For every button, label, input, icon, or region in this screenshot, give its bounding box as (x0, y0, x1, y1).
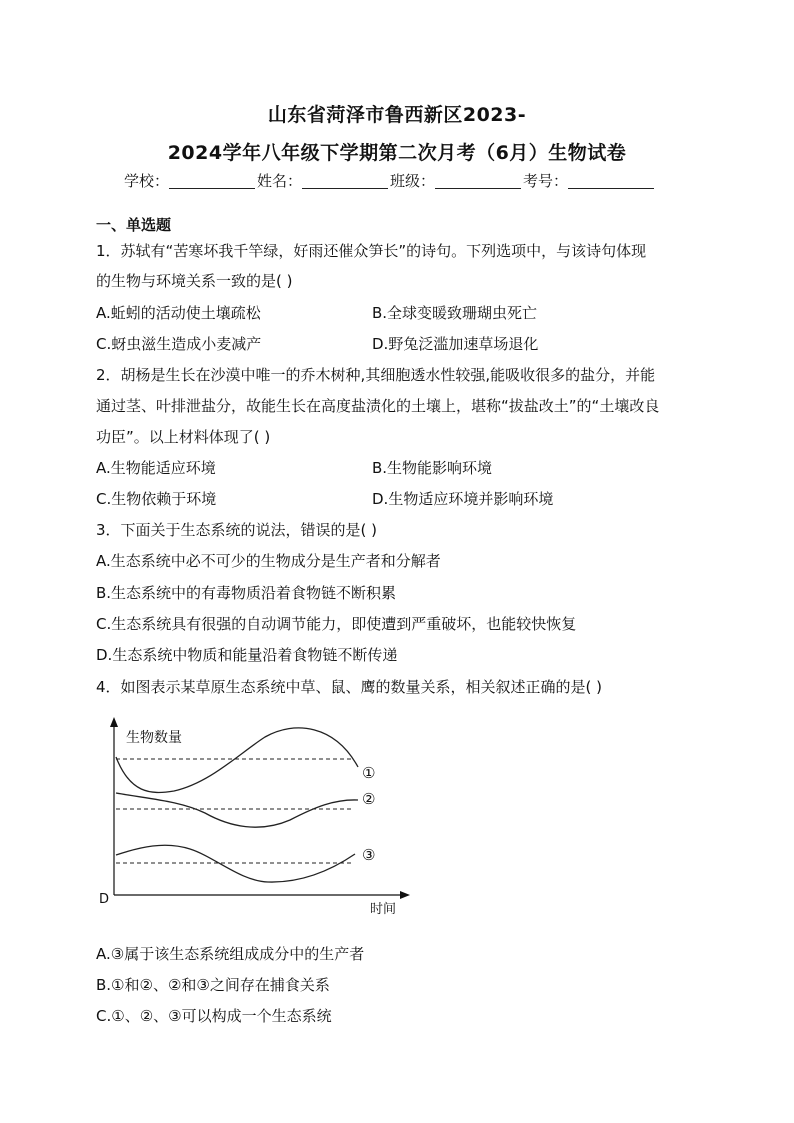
q2-option-b[interactable]: B.生物能影响环境 (372, 459, 493, 477)
student-info-row (124, 170, 656, 191)
curve-1-label: ① (362, 764, 376, 782)
q2-stem-line1: 2．胡杨是生长在沙漠中唯一的乔木树种,其细胞透水性较强,能吸收很多的盐分，并能 (96, 366, 656, 384)
q1-stem-line1: 1．苏轼有“苦寒坏我千竿绿，好雨还催众笋长”的诗句。下列选项中，与该诗句体现 (96, 242, 647, 260)
q3-stem: 3．下面关于生态系统的说法，错误的是( ) (96, 521, 378, 539)
q2-option-a[interactable]: A.生物能适应环境 (96, 459, 216, 477)
origin-label: D (99, 892, 110, 907)
q1-option-a[interactable]: A.蚯蚓的活动使土壤疏松 (96, 304, 261, 322)
q4-option-b[interactable]: B.①和②、②和③之间存在捕食关系 (96, 976, 330, 994)
q3-option-c[interactable]: C.生态系统具有很强的自动调节能力，即使遭到严重破坏，也能较快恢复 (96, 615, 577, 633)
population-figure (90, 715, 420, 925)
q2-stem-line3: 功臣”。以上材料体现了( ) (96, 428, 271, 446)
curve-3-label: ③ (362, 846, 376, 864)
q4-option-a[interactable]: A.③属于该生态系统组成成分中的生产者 (96, 945, 365, 963)
y-axis-label: 生物数量 (126, 730, 182, 746)
q2-option-d[interactable]: D.生物适应环境并影响环境 (372, 490, 554, 508)
q3-option-a[interactable]: A.生态系统中必不可少的生物成分是生产者和分解者 (96, 552, 441, 570)
exam-no-label: 考号： (523, 172, 569, 190)
name-blank[interactable] (302, 174, 388, 189)
curve-3 (116, 845, 355, 882)
q1-stem-line2: 的生物与环境关系一致的是( ) (96, 272, 293, 290)
q1-option-b[interactable]: B.全球变暖致珊瑚虫死亡 (372, 304, 538, 322)
curve-2-label: ② (362, 790, 376, 808)
class-label: 班级： (390, 172, 436, 190)
q2-option-c[interactable]: C.生物依赖于环境 (96, 490, 217, 508)
q1-option-d[interactable]: D.野兔泛滥加速草场退化 (372, 335, 539, 353)
x-axis-label: 时间 (370, 902, 397, 917)
school-label: 学校： (124, 172, 170, 190)
y-axis-arrow (110, 717, 118, 727)
q2-stem-line2: 通过茎、叶排泄盐分，故能生长在高度盐渍化的土壤上，堪称“拔盐改土”的“土壤改良 (96, 397, 660, 415)
exam-no-blank[interactable] (568, 174, 654, 189)
q3-option-d[interactable]: D.生态系统中物质和能量沿着食物链不断传递 (96, 646, 398, 664)
name-label: 姓名： (257, 172, 303, 190)
exam-title-line1: 山东省菏泽市鲁西新区2023- (267, 104, 527, 126)
q3-option-b[interactable]: B.生态系统中的有毒物质沿着食物链不断积累 (96, 584, 397, 602)
section-heading: 一、单选题 (96, 216, 172, 234)
class-blank[interactable] (435, 174, 521, 189)
q4-stem: 4．如图表示某草原生态系统中草、鼠、鹰的数量关系，相关叙述正确的是( ) (96, 678, 603, 696)
q4-option-c[interactable]: C.①、②、③可以构成一个生态系统 (96, 1007, 332, 1025)
school-blank[interactable] (169, 174, 255, 189)
curve-2 (116, 793, 358, 827)
exam-title-line2: 2024学年八年级下学期第二次月考（6月）生物试卷 (167, 142, 627, 164)
x-axis-arrow (400, 891, 410, 899)
q1-option-c[interactable]: C.蚜虫滋生造成小麦减产 (96, 335, 262, 353)
